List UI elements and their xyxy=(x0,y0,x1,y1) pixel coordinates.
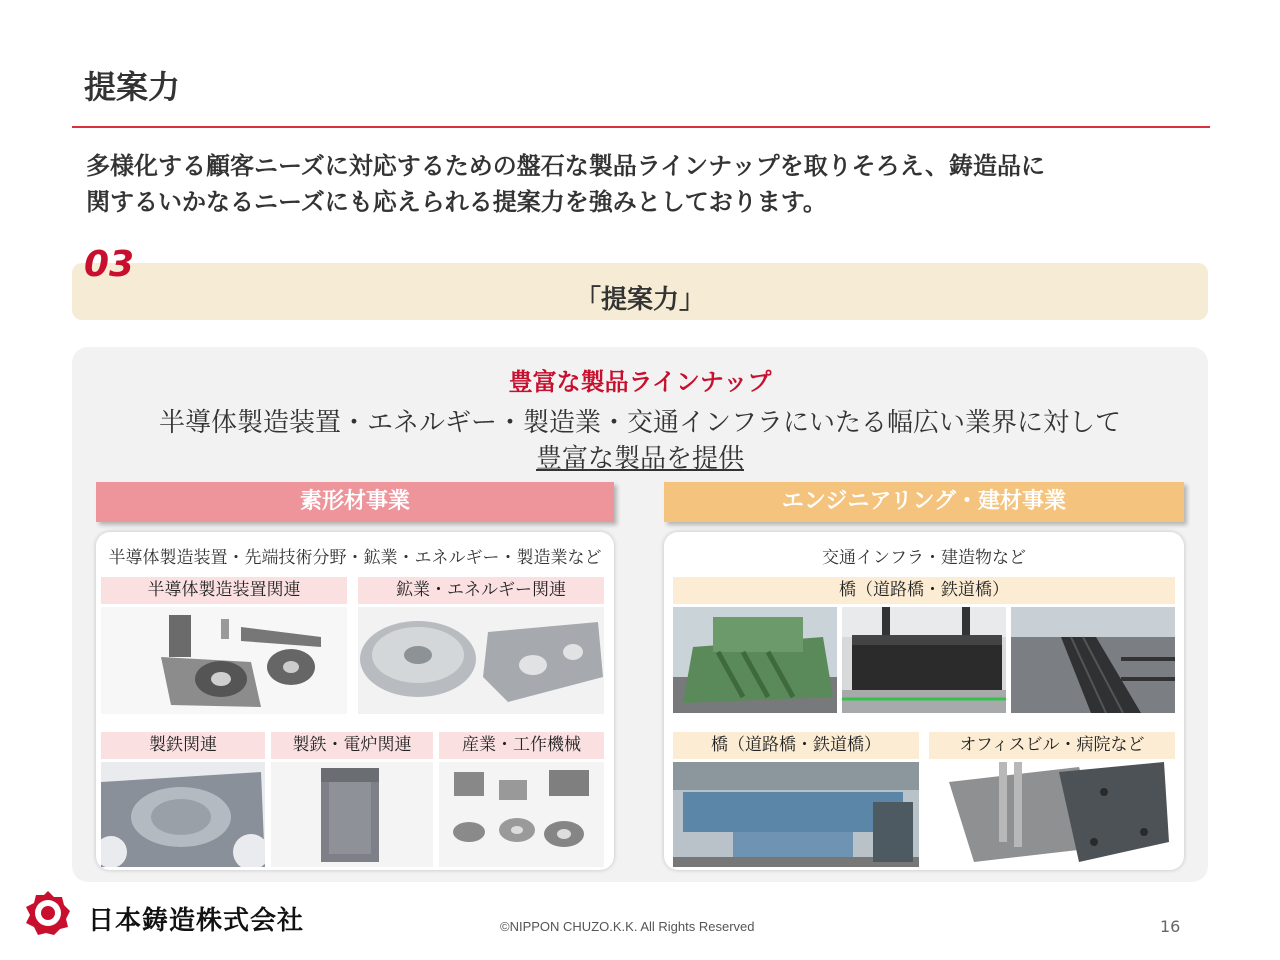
label-mining-energy: 鉱業・エネルギー関連 xyxy=(358,577,604,604)
label-bridges-2: 橋（道路橋・鉄道橋） xyxy=(673,732,919,759)
lead-line-1: 多様化する顧客ニーズに対応するための盤石な製品ラインナップを取りそろえ、鋳造品に xyxy=(86,152,1046,180)
photo-steel-parts xyxy=(101,762,265,867)
label-industrial-machinery: 産業・工作機械 xyxy=(439,732,604,759)
page-title: 提案力 xyxy=(84,68,181,106)
panel-title: 豊富な製品ラインナップ xyxy=(508,368,772,396)
panel-subtitle-emphasis: 豊富な製品を提供 xyxy=(535,444,744,474)
photo-column-base-plate xyxy=(929,762,1175,867)
lead-line-2: 関するいかなるニーズにも応えられる提案力を強みとしております。 xyxy=(86,188,827,216)
photo-semiconductor-parts xyxy=(101,607,347,714)
photo-machine-tool-parts xyxy=(439,762,604,867)
title-divider xyxy=(72,126,1210,128)
photo-electric-furnace-part xyxy=(271,762,433,867)
page-number: 16 xyxy=(1160,917,1181,936)
lead-text xyxy=(86,148,1045,220)
label-office-hospital: オフィスビル・病院など xyxy=(929,732,1175,759)
label-bridges: 橋（道路橋・鉄道橋） xyxy=(673,577,1175,604)
label-semiconductor: 半導体製造装置関連 xyxy=(101,577,347,604)
photo-bridge-bearing-black xyxy=(842,607,1006,713)
company-name: 日本鋳造株式会社 xyxy=(88,906,305,936)
company-logo-icon xyxy=(24,889,72,937)
category-engineering: エンジニアリング・建材事業 xyxy=(664,482,1184,522)
photo-mining-energy-parts xyxy=(358,607,604,714)
category-castings: 素形材事業 xyxy=(96,482,614,522)
label-steel-electric-furnace: 製鉄・電炉関連 xyxy=(271,732,433,759)
section-number: 03 xyxy=(84,244,135,285)
photo-expansion-joint xyxy=(1011,607,1175,713)
section-title: 「提案力」 xyxy=(574,285,705,315)
photo-bridge-bearing-green xyxy=(673,607,837,713)
photo-bridge-bearing-blue xyxy=(673,762,919,867)
label-steel: 製鉄関連 xyxy=(101,732,265,759)
panel-subtitle: 半導体製造装置・エネルギー・製造業・交通インフラにいたる幅広い業界に対して xyxy=(158,408,1121,438)
engineering-description: 交通インフラ・建造物など xyxy=(822,548,1026,568)
castings-description: 半導体製造装置・先端技術分野・鉱業・エネルギー・製造業など xyxy=(108,548,602,568)
copyright-notice: ©NIPPON CHUZO.K.K. All Rights Reserved xyxy=(500,919,755,934)
